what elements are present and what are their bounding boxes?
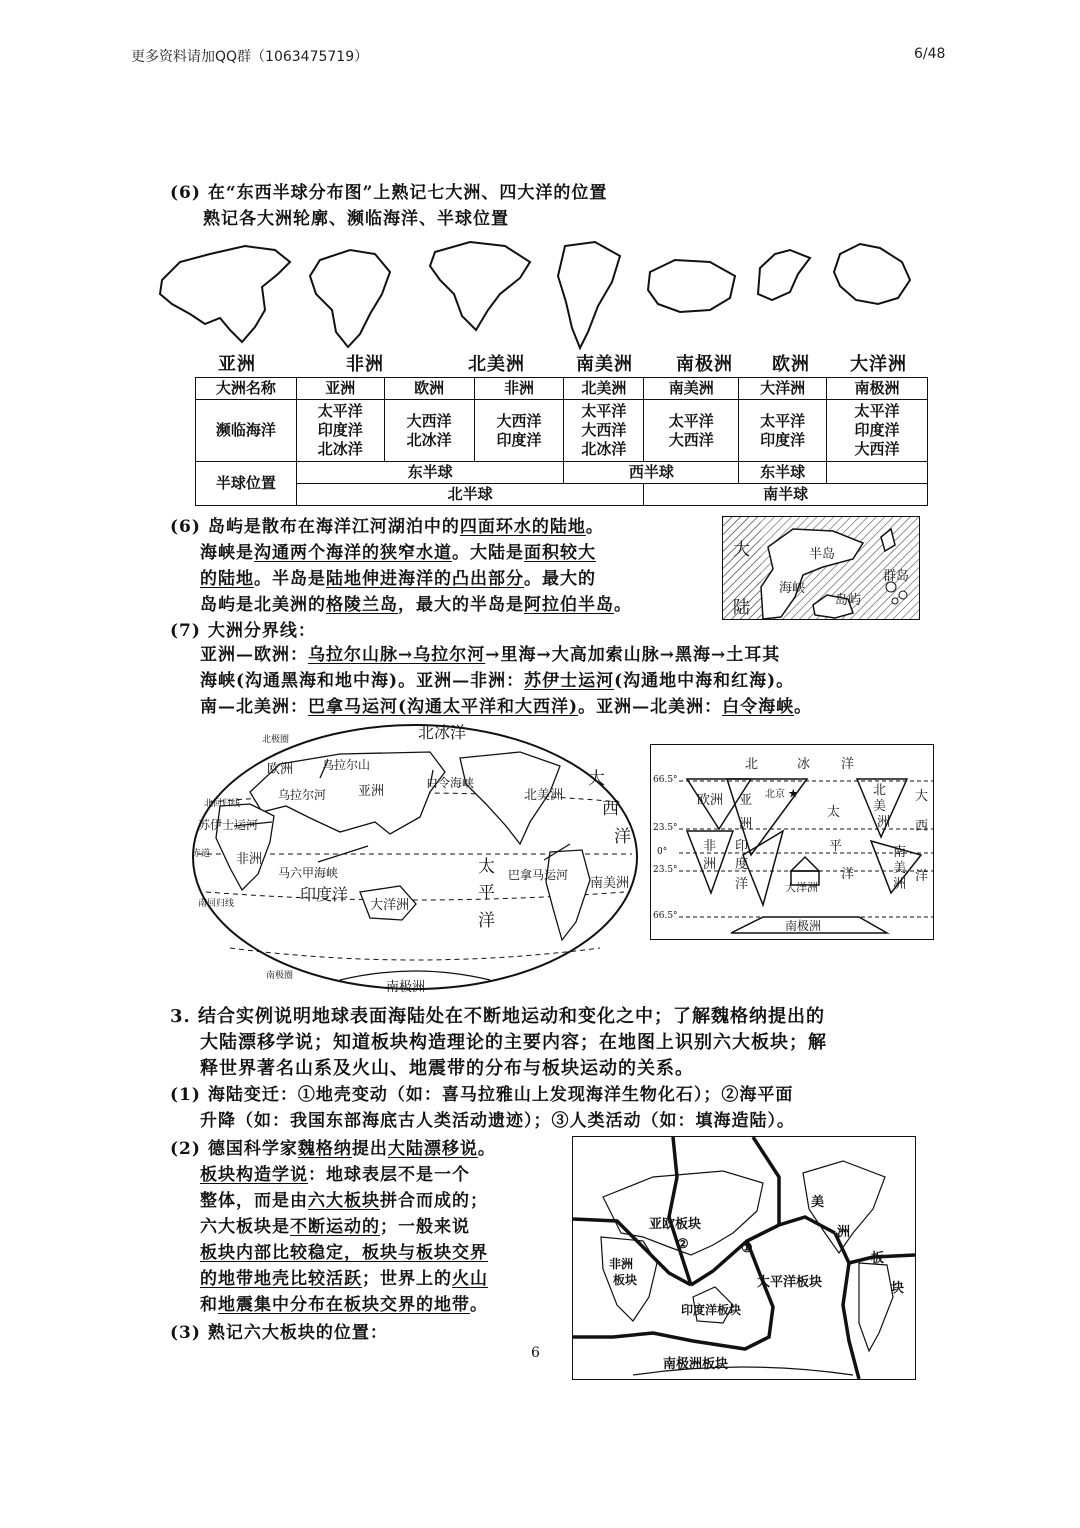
table-cell: 欧洲: [384, 378, 474, 400]
sch-label: 洋: [841, 757, 855, 772]
atlantic-char: 西: [602, 799, 619, 819]
sch-label: 冰: [797, 757, 811, 772]
section-6-title: (6) 在“东西半球分布图”上熟记七大洲、四大洋的位置: [170, 183, 608, 203]
sch-na: 北: [873, 783, 887, 798]
table-cell: [739, 400, 827, 462]
table-cell: 非洲: [474, 378, 564, 400]
continent-label: 欧洲: [772, 354, 810, 375]
sch-sa: 美: [893, 861, 907, 876]
pacific-char: 太: [478, 857, 495, 877]
atlantic-char: 大: [588, 769, 605, 789]
panama-label: 巴拿马运河: [508, 868, 569, 882]
lat-label: 23.5°: [653, 865, 678, 875]
bering-label: 白令海峡: [426, 776, 475, 790]
archipelago-label: 群岛: [883, 569, 910, 584]
equator-label: 赤道: [192, 849, 211, 859]
row-label: 濒临海洋: [196, 400, 297, 462]
ocean: 印度洋: [317, 421, 363, 439]
row-label: 大洲名称: [196, 378, 297, 400]
ocean: 北冰洋: [406, 430, 452, 449]
sch-sa: 洲: [893, 877, 907, 892]
atlantic-char: 洋: [614, 827, 631, 847]
ocean: 太平洋: [854, 402, 900, 420]
table-cell: 南极洲: [827, 378, 928, 400]
antarctica-label: 南极洲: [386, 980, 426, 995]
table-cell: 大洋洲: [739, 378, 827, 400]
boundary-line-1: 亚洲—欧洲：乌拉尔山脉→乌拉尔河→里海→大高加索山脉→黑海→土耳其: [200, 645, 781, 665]
island-line-3: 的陆地。半岛是陆地伸进海洋的凸出部分。最大的: [200, 569, 596, 589]
lat-label: 23.5°: [653, 823, 678, 833]
lat-label: 66.5°: [653, 911, 678, 921]
ocean: 大西洋: [854, 440, 900, 458]
ocean: 大西洋: [496, 411, 542, 430]
sch-indian: 洋: [735, 877, 749, 892]
island-figure: [722, 516, 920, 620]
island-line-1: (6) 岛屿是散布在海洋江河湖泊中的四面环水的陆地。: [170, 517, 604, 537]
lat-label: 66.5°: [653, 775, 678, 785]
ocean: 大西洋: [581, 421, 627, 439]
continent-label: 非洲: [346, 354, 384, 375]
sub3-title: (3) 熟记六大板块的位置：: [170, 1323, 388, 1343]
mainland-label: 陆: [733, 598, 750, 618]
na-label: 北美洲: [524, 788, 564, 803]
boundary-line-3: 南—北美洲：巴拿马运河(沟通太平洋和大西洋)。亚洲—北美洲：白令海峡。: [200, 697, 813, 717]
indian-label: 印度洋: [300, 885, 349, 904]
sch-africa: 非: [703, 839, 717, 854]
ocean: 太平洋: [668, 411, 714, 430]
continent-label: 南美洲: [576, 354, 633, 375]
plate-indian: 印度洋板块: [681, 1303, 742, 1317]
plate-african: 非洲: [609, 1257, 634, 1271]
plate-pacific: 太平洋板块: [757, 1275, 823, 1290]
ural-mtn-label: 乌拉尔山: [322, 758, 371, 772]
ocean: 印度洋: [496, 430, 542, 449]
table-cell: 南半球: [644, 484, 928, 506]
sub2-line-7: 和地震集中分布在板块交界的地带。: [200, 1295, 488, 1315]
arctic-circle-label: 北极圈: [262, 735, 290, 745]
sch-pacific: 平: [829, 839, 843, 854]
star-icon: ★: [788, 789, 799, 800]
lat-label: 0°: [657, 847, 668, 857]
sub1-line-2: 升降（如：我国东部海底古人类活动遗迹）；③人类活动（如：填海造陆）。: [200, 1111, 795, 1131]
table-cell: [564, 400, 644, 462]
africa-label: 非洲: [236, 852, 263, 867]
sch-antarctica: 南极洲: [785, 919, 822, 933]
asia-label: 亚洲: [358, 784, 385, 799]
ocean: 北冰洋: [581, 440, 627, 458]
section-3-line-2: 大陆漂移学说；知道板块构造理论的主要内容；在地图上识别六大板块；解: [200, 1032, 827, 1053]
marker-1: ①: [741, 1241, 753, 1256]
europe-label: 欧洲: [267, 762, 294, 777]
island-label: 岛屿: [835, 593, 862, 608]
header-page: 6/48: [914, 46, 946, 62]
sch-indian: 印: [735, 839, 749, 854]
malacca-label: 马六甲海峡: [278, 866, 339, 880]
ocean: 大西洋: [668, 430, 714, 449]
table-cell: 亚洲: [296, 378, 384, 400]
table-cell: 西半球: [564, 462, 739, 484]
ocean: 太平洋: [317, 402, 363, 420]
table-cell: [827, 400, 928, 462]
sub2-line-6: 的地带地壳比较活跃；世界上的火山: [200, 1269, 488, 1289]
antarctic-circle-label: 南极圈: [266, 971, 294, 981]
continent-label: 亚洲: [218, 354, 256, 375]
plate-american: 块: [891, 1281, 905, 1296]
tropic-s-label: 南回归线: [198, 899, 235, 909]
sch-indian: 度: [735, 857, 749, 872]
sch-atlantic: 西: [915, 819, 929, 834]
table-cell: [644, 400, 739, 462]
ocean: 大西洋: [406, 411, 452, 430]
boundary-line-2: 海峡(沟通黑海和地中海)。亚洲—非洲：苏伊士运河(沟通地中海和红海)。: [200, 671, 795, 691]
ural-river-label: 乌拉尔河: [278, 788, 327, 802]
sa-label: 南美洲: [590, 876, 630, 891]
sub2-line-5: 板块内部比较稳定，板块与板块交界: [200, 1243, 488, 1263]
ocean: 印度洋: [760, 430, 806, 449]
sch-africa: 洲: [703, 857, 717, 872]
sch-sa: 南: [893, 845, 907, 860]
row-label: 半球位置: [196, 462, 297, 506]
continent-outlines: [150, 232, 930, 356]
sch-europe: 欧洲: [697, 793, 724, 808]
sch-atlantic: 大: [915, 789, 929, 804]
marker-2: ②: [677, 1237, 689, 1252]
table-cell: [827, 462, 928, 484]
pacific-char: 平: [478, 883, 495, 903]
section-6-subtitle: 熟记各大洲轮廓、濒临海洋、半球位置: [203, 209, 509, 229]
table-cell: [384, 400, 474, 462]
world-map: [190, 722, 640, 995]
sch-na: 洲: [877, 815, 891, 830]
continent-label: 北美洲: [468, 354, 525, 375]
table-cell: 北半球: [296, 484, 644, 506]
page-number: 6: [531, 1345, 540, 1361]
ocean: 太平洋: [581, 402, 627, 420]
mainland-label: 大: [733, 540, 750, 560]
sub1-line-1: (1) 海陆变迁：①地壳变动（如：喜马拉雅山上发现海洋生物化石）；②海平面: [170, 1085, 794, 1105]
sch-asia: 洲: [739, 817, 753, 832]
peninsula-label: 半岛: [809, 547, 836, 562]
sch-pacific: 太: [827, 805, 841, 820]
ocean: 印度洋: [854, 421, 900, 439]
section-7-title: (7) 大洲分界线：: [170, 621, 316, 641]
table-cell: 东半球: [739, 462, 827, 484]
sub2-line-3: 整体，而是由六大板块拼合而成的；: [200, 1191, 488, 1211]
plate-american: 美: [811, 1195, 825, 1210]
plates-map: [572, 1136, 916, 1380]
island-line-4: 岛屿是北美洲的格陵兰岛，最大的半岛是阿拉伯半岛。: [200, 595, 632, 615]
pacific-char: 洋: [478, 911, 495, 931]
ocean: 太平洋: [760, 411, 806, 430]
plate-american: 洲: [837, 1225, 851, 1240]
oceania-label: 大洋洲: [370, 898, 410, 913]
continent-table: [195, 377, 928, 506]
sch-atlantic: 洋: [915, 869, 929, 884]
arctic-label: 北冰洋: [418, 723, 467, 742]
sch-label: 北: [745, 757, 759, 772]
plate-american: 板: [871, 1251, 885, 1266]
sch-na: 美: [873, 799, 887, 814]
table-cell: [296, 400, 384, 462]
table-cell: 北美洲: [564, 378, 644, 400]
section-3-line-1: 3. 结合实例说明地球表面海陆处在不断地运动和变化之中；了解魏格纳提出的: [170, 1006, 826, 1027]
island-line-2: 海峡是沟通两个海洋的狭窄水道。大陆是面积较大: [200, 543, 596, 563]
suez-label: 苏伊士运河: [198, 818, 259, 832]
table-cell: [474, 400, 564, 462]
plate-antarctic: 南极洲板块: [663, 1357, 729, 1372]
sub2-line-4: 六大板块是不断运动的；一般来说: [200, 1217, 470, 1237]
table-cell: 南美洲: [644, 378, 739, 400]
sch-pacific: 洋: [841, 867, 855, 882]
ocean: 北冰洋: [317, 440, 363, 458]
sub2-line-1: (2) 德国科学家魏格纳提出大陆漂移说。: [170, 1139, 496, 1159]
continent-label: 大洋洲: [850, 354, 907, 375]
section-3-line-3: 释世界著名山系及火山、地震带的分布与板块运动的关系。: [200, 1058, 694, 1079]
sub2-line-2: 板块构造学说：地球表层不是一个: [200, 1165, 470, 1185]
schematic-map: [650, 744, 934, 940]
sch-beijing: 北京 ★: [765, 789, 799, 800]
sch-asia: 亚: [739, 793, 753, 808]
tropic-n-label: 北回归线: [204, 799, 241, 809]
table-cell: 东半球: [296, 462, 564, 484]
header-left: 更多资料请加QQ群（1063475719）: [131, 49, 369, 65]
plate-african: 板块: [613, 1273, 638, 1287]
plate-eurasian: 亚欧板块: [649, 1217, 702, 1232]
continent-label: 南极洲: [676, 354, 733, 375]
sch-oceania: 大洋洲: [785, 881, 818, 894]
strait-label: 海峡: [779, 581, 806, 596]
